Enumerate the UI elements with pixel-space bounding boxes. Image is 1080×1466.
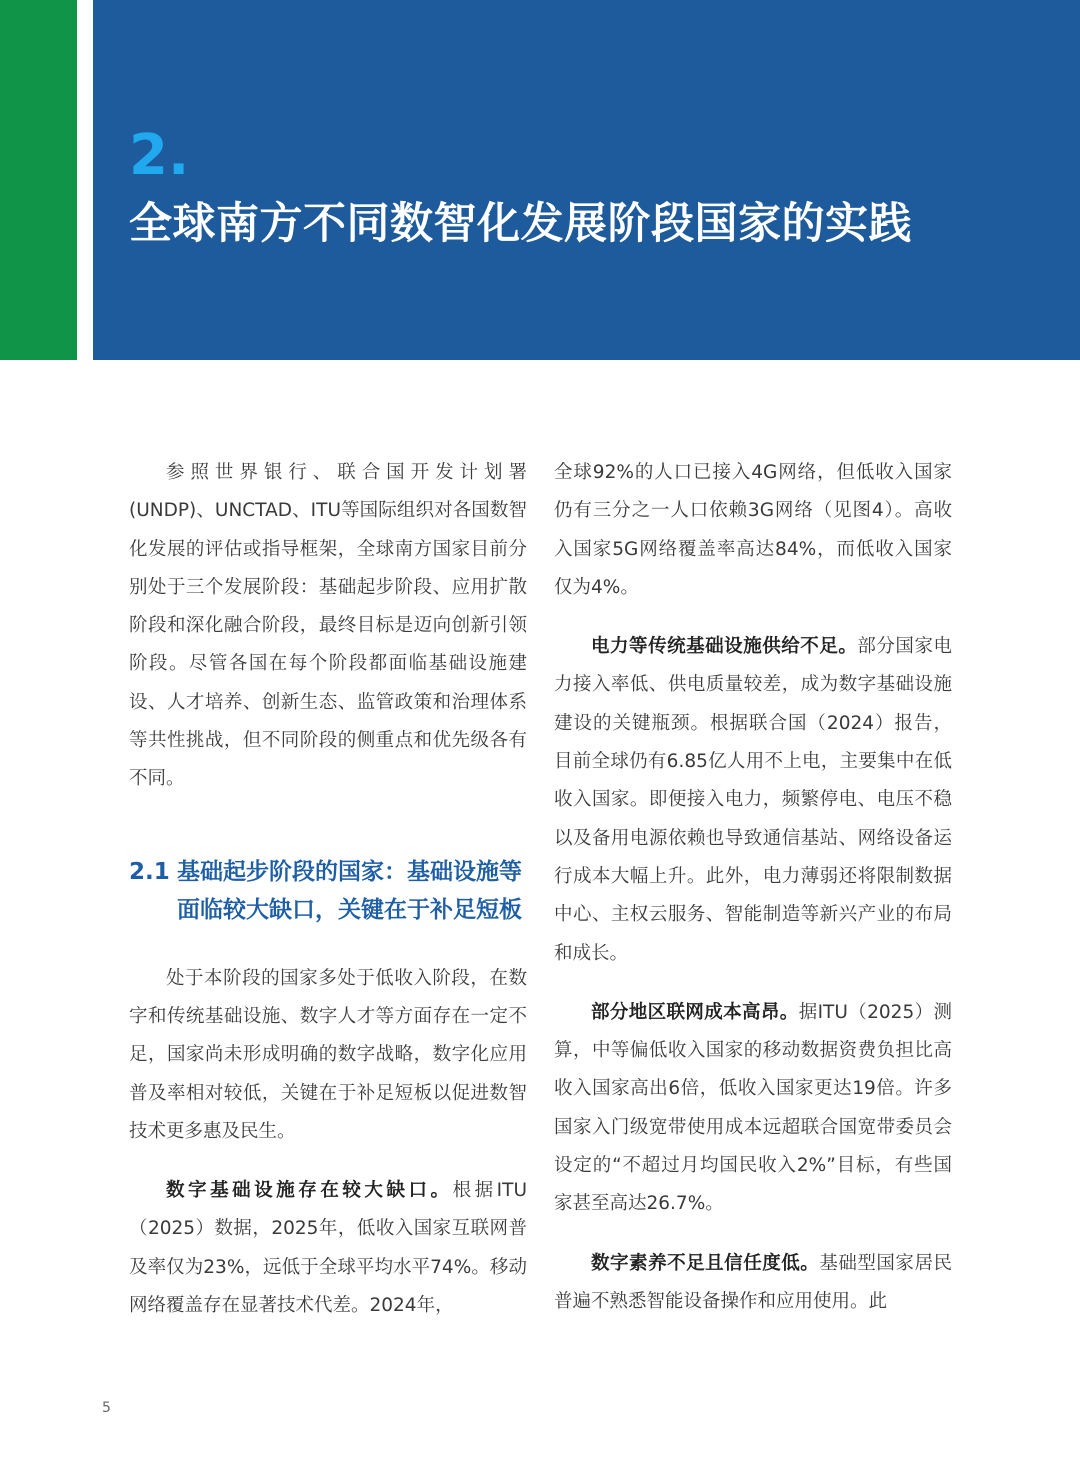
infra-body: 根据ITU（2025）数据，2025年，低收入国家互联网普及率仅为23%，远低于全球平均水平74%。移动网络覆盖存在显著技术代差。2024年， xyxy=(129,1180,527,1317)
power-body: 部分国家电力接入率低、供电质量较差，成为数字基础设施建设的关键瓶颈。根据联合国（2024）报告，目前全球仍有6.85亿人用不上电，主要集中在低收入国家。即便接入电力，频繁停电、电压不稳以及备用电源依赖也导致通信基站、网络设备运行成本大幅上升。此外，电力薄弱还将限制数据中心、主权云服务、智能制造等新兴产业的布局和成长。 xyxy=(554,636,952,964)
cost-body: 据ITU（2025）测算，中等偏低收入国家的移动数据资费负担比高收入国家高出6倍，低收入国家更达19倍。许多国家入门级宽带使用成本远超联合国宽带委员会设定的“不超过月均国民收入2%”目标，有些国家甚至高达26.7%。 xyxy=(554,1001,952,1215)
stage-paragraph: 处于本阶段的国家多处于低收入阶段，在数字和传统基础设施、数字人才等方面存在一定不足，国家尚未形成明确的数字战略，数字化应用普及率相对较低，关键在于补足短板以促进数智技术更多惠及民生。 xyxy=(129,967,527,1142)
power-lead: 电力等传统基础设施供给不足。 xyxy=(591,636,858,658)
power-paragraph xyxy=(554,628,952,973)
subsection-title: 基础起步阶段的国家：基础设施等面临较大缺口，关键在于补足短板 xyxy=(177,858,522,924)
cost-paragraph xyxy=(554,994,952,1224)
infra-lead: 数字基础设施存在较大缺口。 xyxy=(166,1180,453,1202)
left-column xyxy=(129,454,527,1325)
section-number: 2. xyxy=(129,123,190,188)
section-header-banner xyxy=(93,0,1080,360)
literacy-lead: 数字素养不足且信任度低。 xyxy=(591,1252,820,1274)
infra-paragraph xyxy=(129,1172,527,1325)
section-title: 全球南方不同数智化发展阶段国家的实践 xyxy=(129,199,912,249)
subsection-number: 2.1 xyxy=(129,858,170,885)
literacy-body: 基础型国家居民普遍不熟悉智能设备操作和应用使用。此 xyxy=(554,1252,952,1312)
subsection-heading xyxy=(129,853,527,930)
intro-paragraph: 参照世界银行、联合国开发计划署(UNDP)、UNCTAD、ITU等国际组织对各国数智化发展的评估或指导框架，全球南方国家目前分别处于三个发展阶段：基础起步阶段、应用扩散阶段和深化融合阶段，最终目标是迈向创新引领阶段。尽管各国在每个阶段都面临基础设施建设、人才培养、创新生态、监管政策和治理体系等共性挑战，但不同阶段的侧重点和优先级各有不同。 xyxy=(129,462,527,790)
green-accent-bar xyxy=(0,0,77,360)
right-column xyxy=(554,454,952,1321)
page-number: 5 xyxy=(102,1400,111,1416)
continuation-paragraph: 全球92%的人口已接入4G网络，但低收入国家仍有三分之一人口依赖3G网络（见图4）。高收入国家5G网络覆盖率高达84%，而低收入国家仅为4%。 xyxy=(554,462,952,598)
literacy-paragraph xyxy=(554,1245,952,1322)
cost-lead: 部分地区联网成本高昂。 xyxy=(591,1001,799,1023)
